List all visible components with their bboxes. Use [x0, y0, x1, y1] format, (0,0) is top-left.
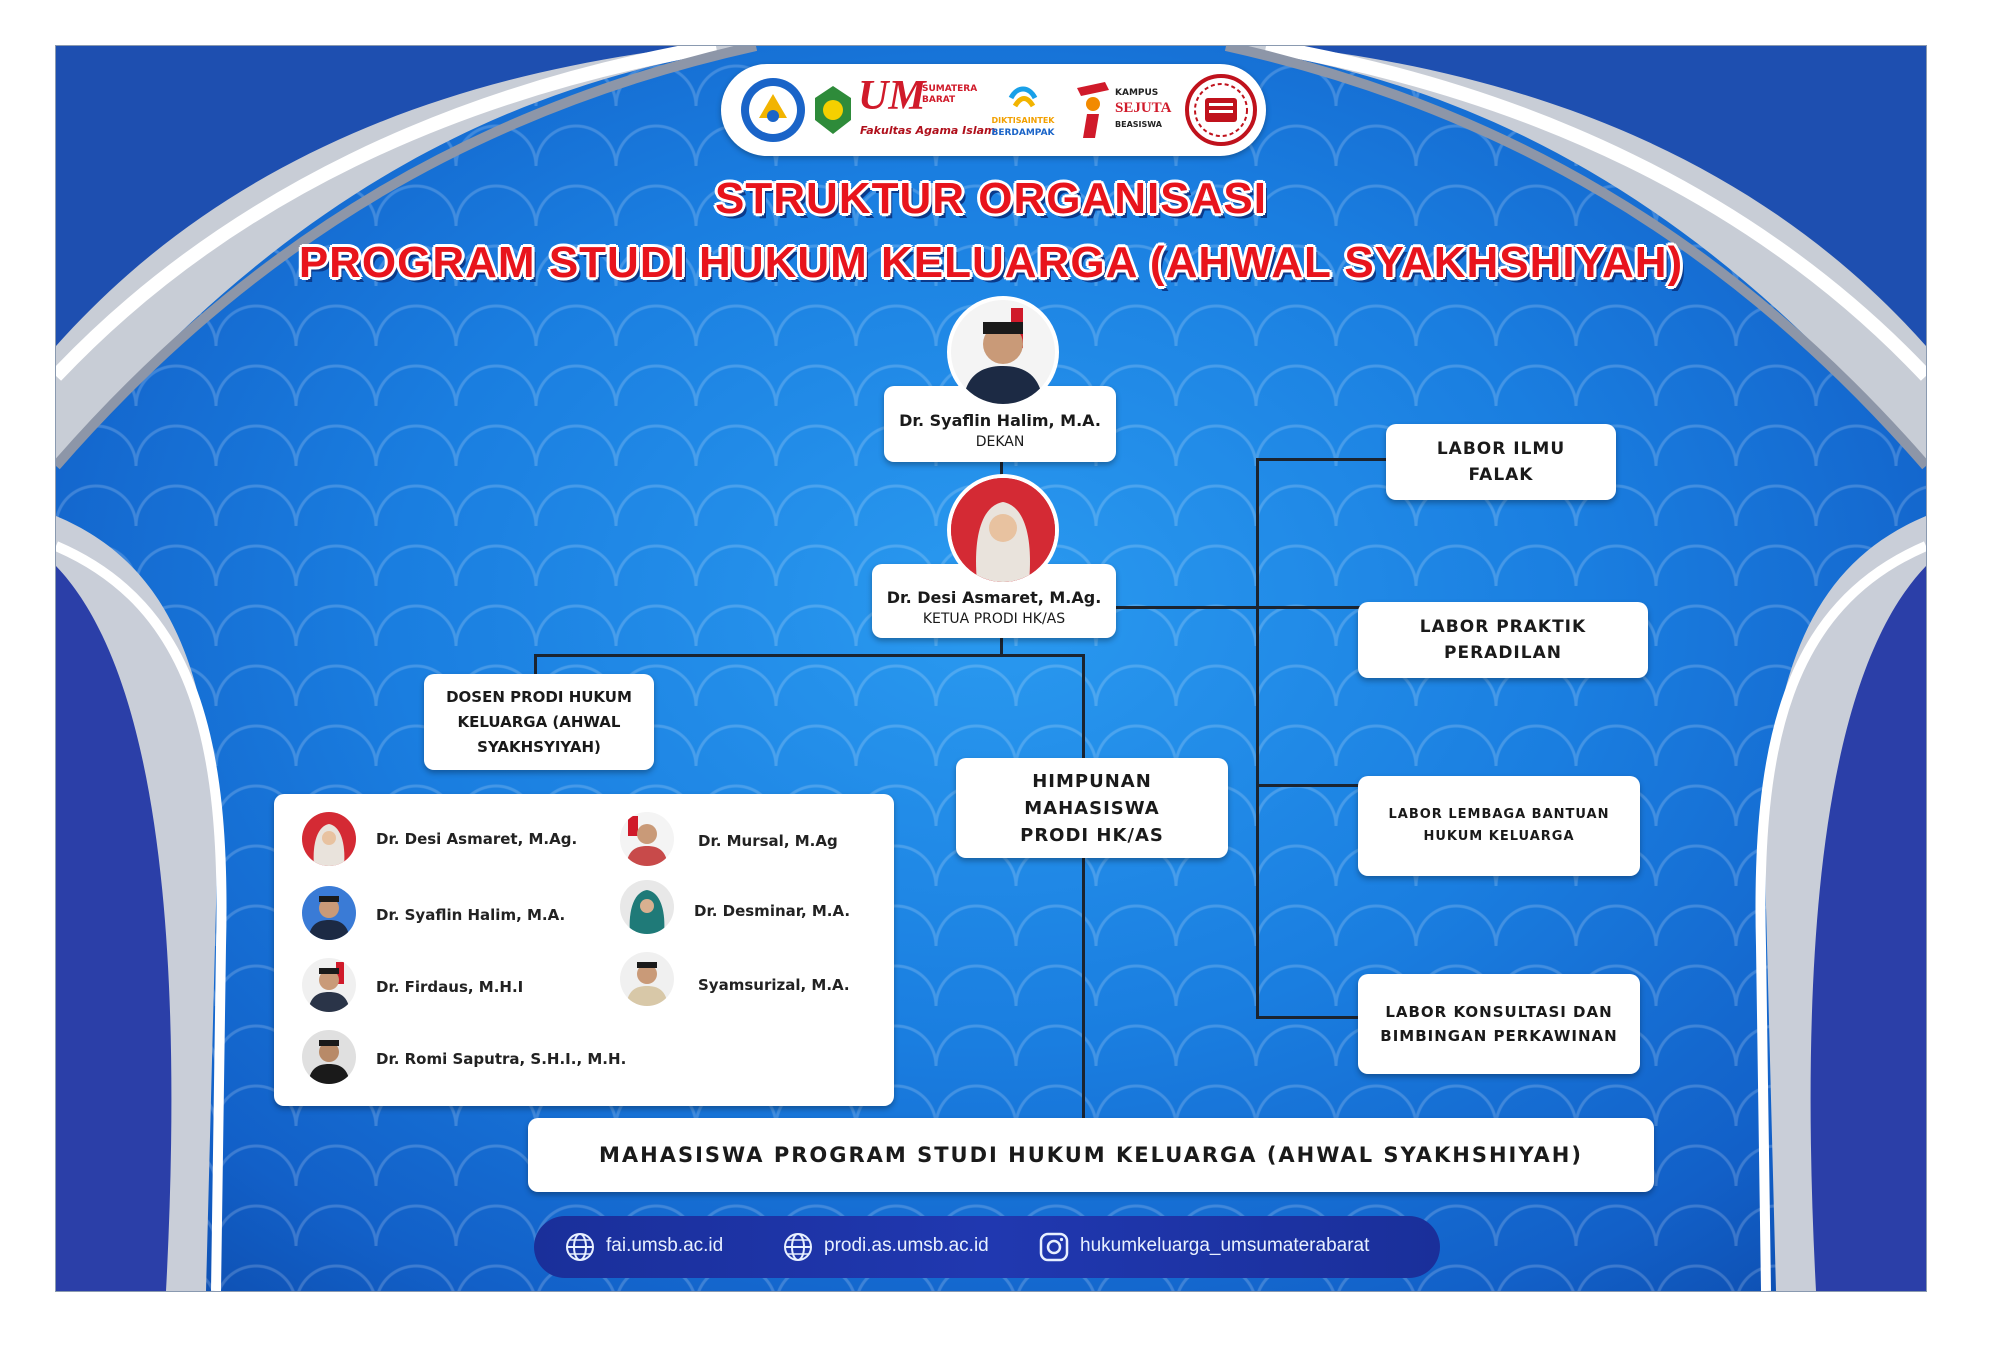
person-avatar-icon: [620, 952, 674, 1006]
globe-icon: [564, 1231, 596, 1263]
diktisaintek-subtext: BERDAMPAK: [991, 128, 1055, 138]
person-avatar-icon: [620, 880, 674, 934]
umsb-logo: [856, 73, 996, 144]
ketua-name: Dr. Desi Asmaret, M.Ag.: [886, 587, 1102, 607]
lab-label: LABOR PRAKTIK PERADILAN: [1419, 617, 1587, 663]
website-link-prodi[interactable]: prodi.as.umsb.ac.id: [824, 1235, 989, 1256]
globe-icon: [782, 1231, 814, 1263]
himpunan-mahasiswa-box: [956, 758, 1228, 858]
website-link-fai[interactable]: fai.umsb.ac.id: [606, 1235, 724, 1256]
title-line-2: PROGRAM STUDI HUKUM KELUARGA (AHWAL SYAKHSHIYAH): [298, 238, 1684, 287]
kampus-text: KAMPUS: [1115, 88, 1159, 98]
tut-wuri-handayani-logo: [739, 76, 807, 144]
mahasiswa-box: [528, 1118, 1654, 1192]
connector-lab-1: [1256, 458, 1386, 461]
connector-to-himpunan-mahasiswa: [1082, 654, 1085, 1154]
dekan-photo: [947, 296, 1059, 408]
dosen-name: Dr. Firdaus, M.H.I: [376, 978, 524, 996]
dosen-title-box: [424, 674, 654, 770]
lab-label: LABOR LEMBAGA BANTUAN HUKUM KELUARGA: [1388, 807, 1610, 844]
dosen-name: Dr. Syaflin Halim, M.A.: [376, 906, 566, 924]
sejuta-text: SEJUTA: [1115, 100, 1172, 116]
dosen-photo: [302, 812, 356, 866]
umsb-logo-subtext: SUMATERA BARAT: [922, 84, 978, 105]
graduate-figure-icon: [1069, 80, 1113, 140]
logo-bar: [721, 64, 1266, 156]
instagram-handle[interactable]: hukumkeluarga_umsumaterabarat: [1080, 1235, 1370, 1256]
lab-box-ilmu-falak: [1386, 424, 1616, 500]
person-avatar-icon: [302, 812, 356, 866]
person-avatar-icon: [951, 300, 1055, 404]
dosen-name: Syamsurizal, M.A.: [698, 976, 850, 994]
umsb-logo-text: UM: [858, 73, 926, 119]
dekan-role: DEKAN: [975, 433, 1025, 450]
dosen-photo: [620, 880, 674, 934]
dosen-list-panel: [274, 794, 894, 1106]
person-avatar-icon: [302, 958, 356, 1012]
lab-label: LABOR ILMU FALAK: [1436, 439, 1566, 485]
instagram-icon: [1038, 1231, 1070, 1263]
dosen-photo: [620, 812, 674, 866]
dosen-title: DOSEN PRODI HUKUM KELUARGA (AHWAL SYAKHSYIYAH): [446, 687, 632, 756]
dosen-name: Dr. Romi Saputra, S.H.I., M.H.: [376, 1050, 627, 1068]
lab-label: LABOR KONSULTASI DAN BIMBINGAN PERKAWINAN: [1380, 1003, 1618, 1045]
connector-labs-vertical: [1256, 458, 1259, 1018]
diktisaintek-icon: [1007, 78, 1039, 110]
dosen-photo: [302, 886, 356, 940]
ketua-role: KETUA PRODI HK/AS: [922, 610, 1066, 627]
beasiswa-text: BEASISWA: [1115, 120, 1162, 129]
kampus-sejuta-beasiswa-logo: [1069, 74, 1181, 146]
faculty-name: Fakultas Agama Islam: [860, 124, 996, 137]
ketua-photo: [947, 474, 1059, 586]
lab-box-lembaga-bantuan-hukum: [1358, 776, 1640, 876]
anniversary-logo: [1183, 72, 1259, 148]
dekan-name: Dr. Syaflin Halim, M.A.: [899, 410, 1101, 430]
footer-bar: [534, 1216, 1440, 1278]
title-line-1: STRUKTUR ORGANISASI: [715, 174, 1267, 223]
diktisaintek-text: DIKTISAINTEK: [991, 116, 1055, 125]
lab-box-praktik-peradilan: [1358, 602, 1648, 678]
org-chart-poster: [55, 45, 1927, 1292]
mahasiswa-label: MAHASISWA PROGRAM STUDI HUKUM KELUARGA (AHWAL SYAKHSHIYAH): [599, 1143, 1583, 1167]
dosen-name: Dr. Desi Asmaret, M.Ag.: [376, 830, 578, 848]
dosen-photo: [302, 958, 356, 1012]
fai-logo: [813, 84, 853, 136]
dosen-photo: [302, 1030, 356, 1084]
connector-ketua-down: [1000, 636, 1003, 656]
dosen-name: Dr. Mursal, M.Ag: [698, 832, 838, 850]
person-avatar-icon: [951, 478, 1055, 582]
diktisaintek-logo: [983, 78, 1063, 144]
connector-branch-horizontal: [534, 654, 1084, 657]
dosen-name: Dr. Desminar, M.A.: [694, 902, 851, 920]
himpunan-label: HIMPUNAN MAHASISWA PRODI HK/AS: [1020, 770, 1164, 846]
connector-to-dosen: [534, 654, 537, 676]
lab-box-konsultasi-bimbingan: [1358, 974, 1640, 1074]
person-avatar-icon: [302, 886, 356, 940]
person-avatar-icon: [620, 812, 674, 866]
person-avatar-icon: [302, 1030, 356, 1084]
dosen-photo: [620, 952, 674, 1006]
